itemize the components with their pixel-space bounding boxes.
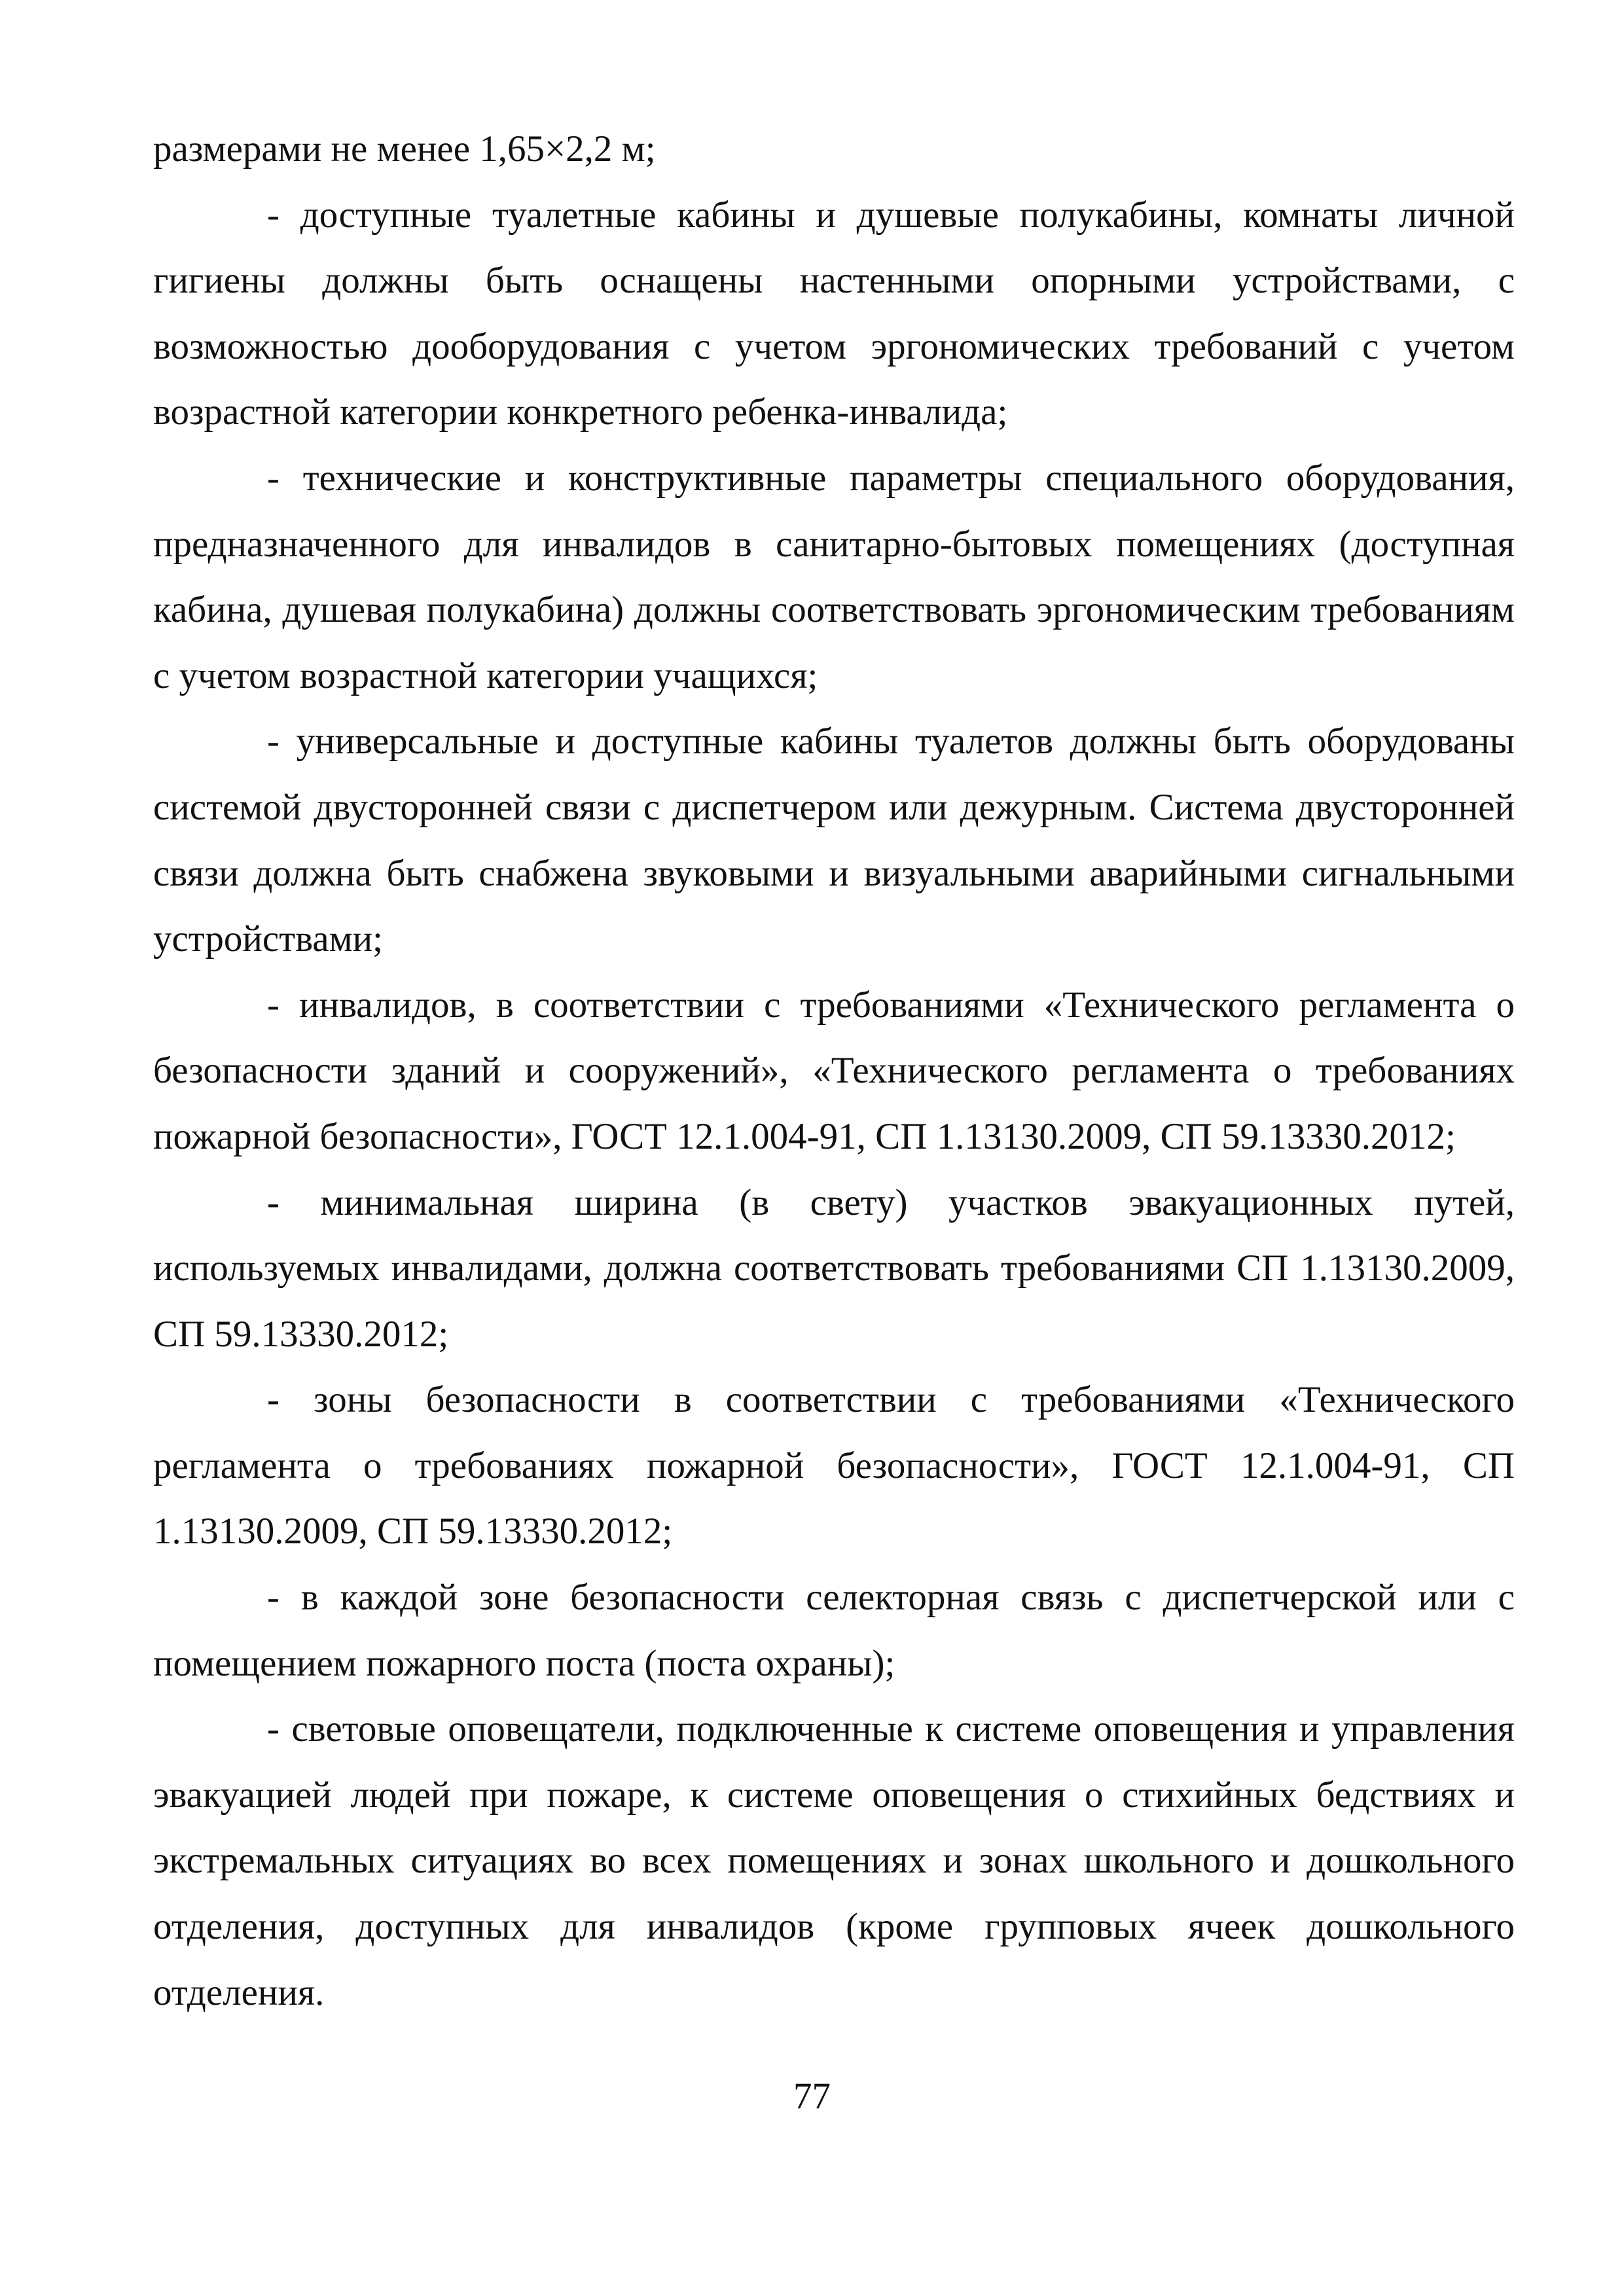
paragraph-regulations: - инвалидов, в соответствии с требованиями «Технического регламента о безопасности зданий и сооружений», «Технического регламента о требованиях пожарной безопасности», ГОСТ 12.1.004-91, СП 1.13130.2009, СП 59.13330.2012;: [153, 984, 1515, 1157]
paragraph-selector-communication: - в каждой зоне безопасности селекторная связь с диспетчерской или с помещением пожарного поста (поста охраны);: [153, 1577, 1515, 1684]
document-body: [153, 117, 1515, 2026]
paragraph-equipment-parameters: - технические и конструктивные параметры специального оборудования, предназначенного для инвалидов в санитарно-бытовых помещениях (доступная кабина, душевая полукабина) должны соответствовать эргономическим требованиям с учетом возрастной категории учащихся;: [153, 457, 1515, 696]
paragraph-toilet-cabins: - доступные туалетные кабины и душевые полукабины, комнаты личной гигиены должны быть оснащены настенными опорными устройствами, с возможностью дооборудования с учетом эргономических требований с учетом возрастной категории конкретного ребенка-инвалида;: [153, 194, 1515, 433]
paragraph-light-annunciators: - световые оповещатели, подключенные к системе оповещения и управления эвакуацией людей при пожаре, к системе оповещения о стихийных бедствиях и экстремальных ситуациях во всех помещениях и зонах школьного и дошкольного отделения, доступных для инвалидов (кроме групповых ячеек дошкольного отделения.: [153, 1708, 1515, 2013]
paragraph-two-way-communication: - универсальные и доступные кабины туалетов должны быть оборудованы системой двусторонней связи с диспетчером или дежурным. Система двусторонней связи должна быть снабжена звуковыми и визуальными аварийными сигнальными устройствами;: [153, 721, 1515, 960]
page-number: 77: [793, 2075, 831, 2117]
paragraph-continuation: размерами не менее 1,65×2,2 м;: [153, 128, 656, 170]
paragraph-evacuation-width: - минимальная ширина (в свету) участков эвакуационных путей, используемых инвалидами, должна соответствовать требованиями СП 1.13130.2009, СП 59.13330.2012;: [153, 1181, 1515, 1355]
paragraph-safety-zones: - зоны безопасности в соответствии с требованиями «Технического регламента о требованиях пожарной безопасности», ГОСТ 12.1.004-91, СП 1.13130.2009, СП 59.13330.2012;: [153, 1379, 1515, 1552]
